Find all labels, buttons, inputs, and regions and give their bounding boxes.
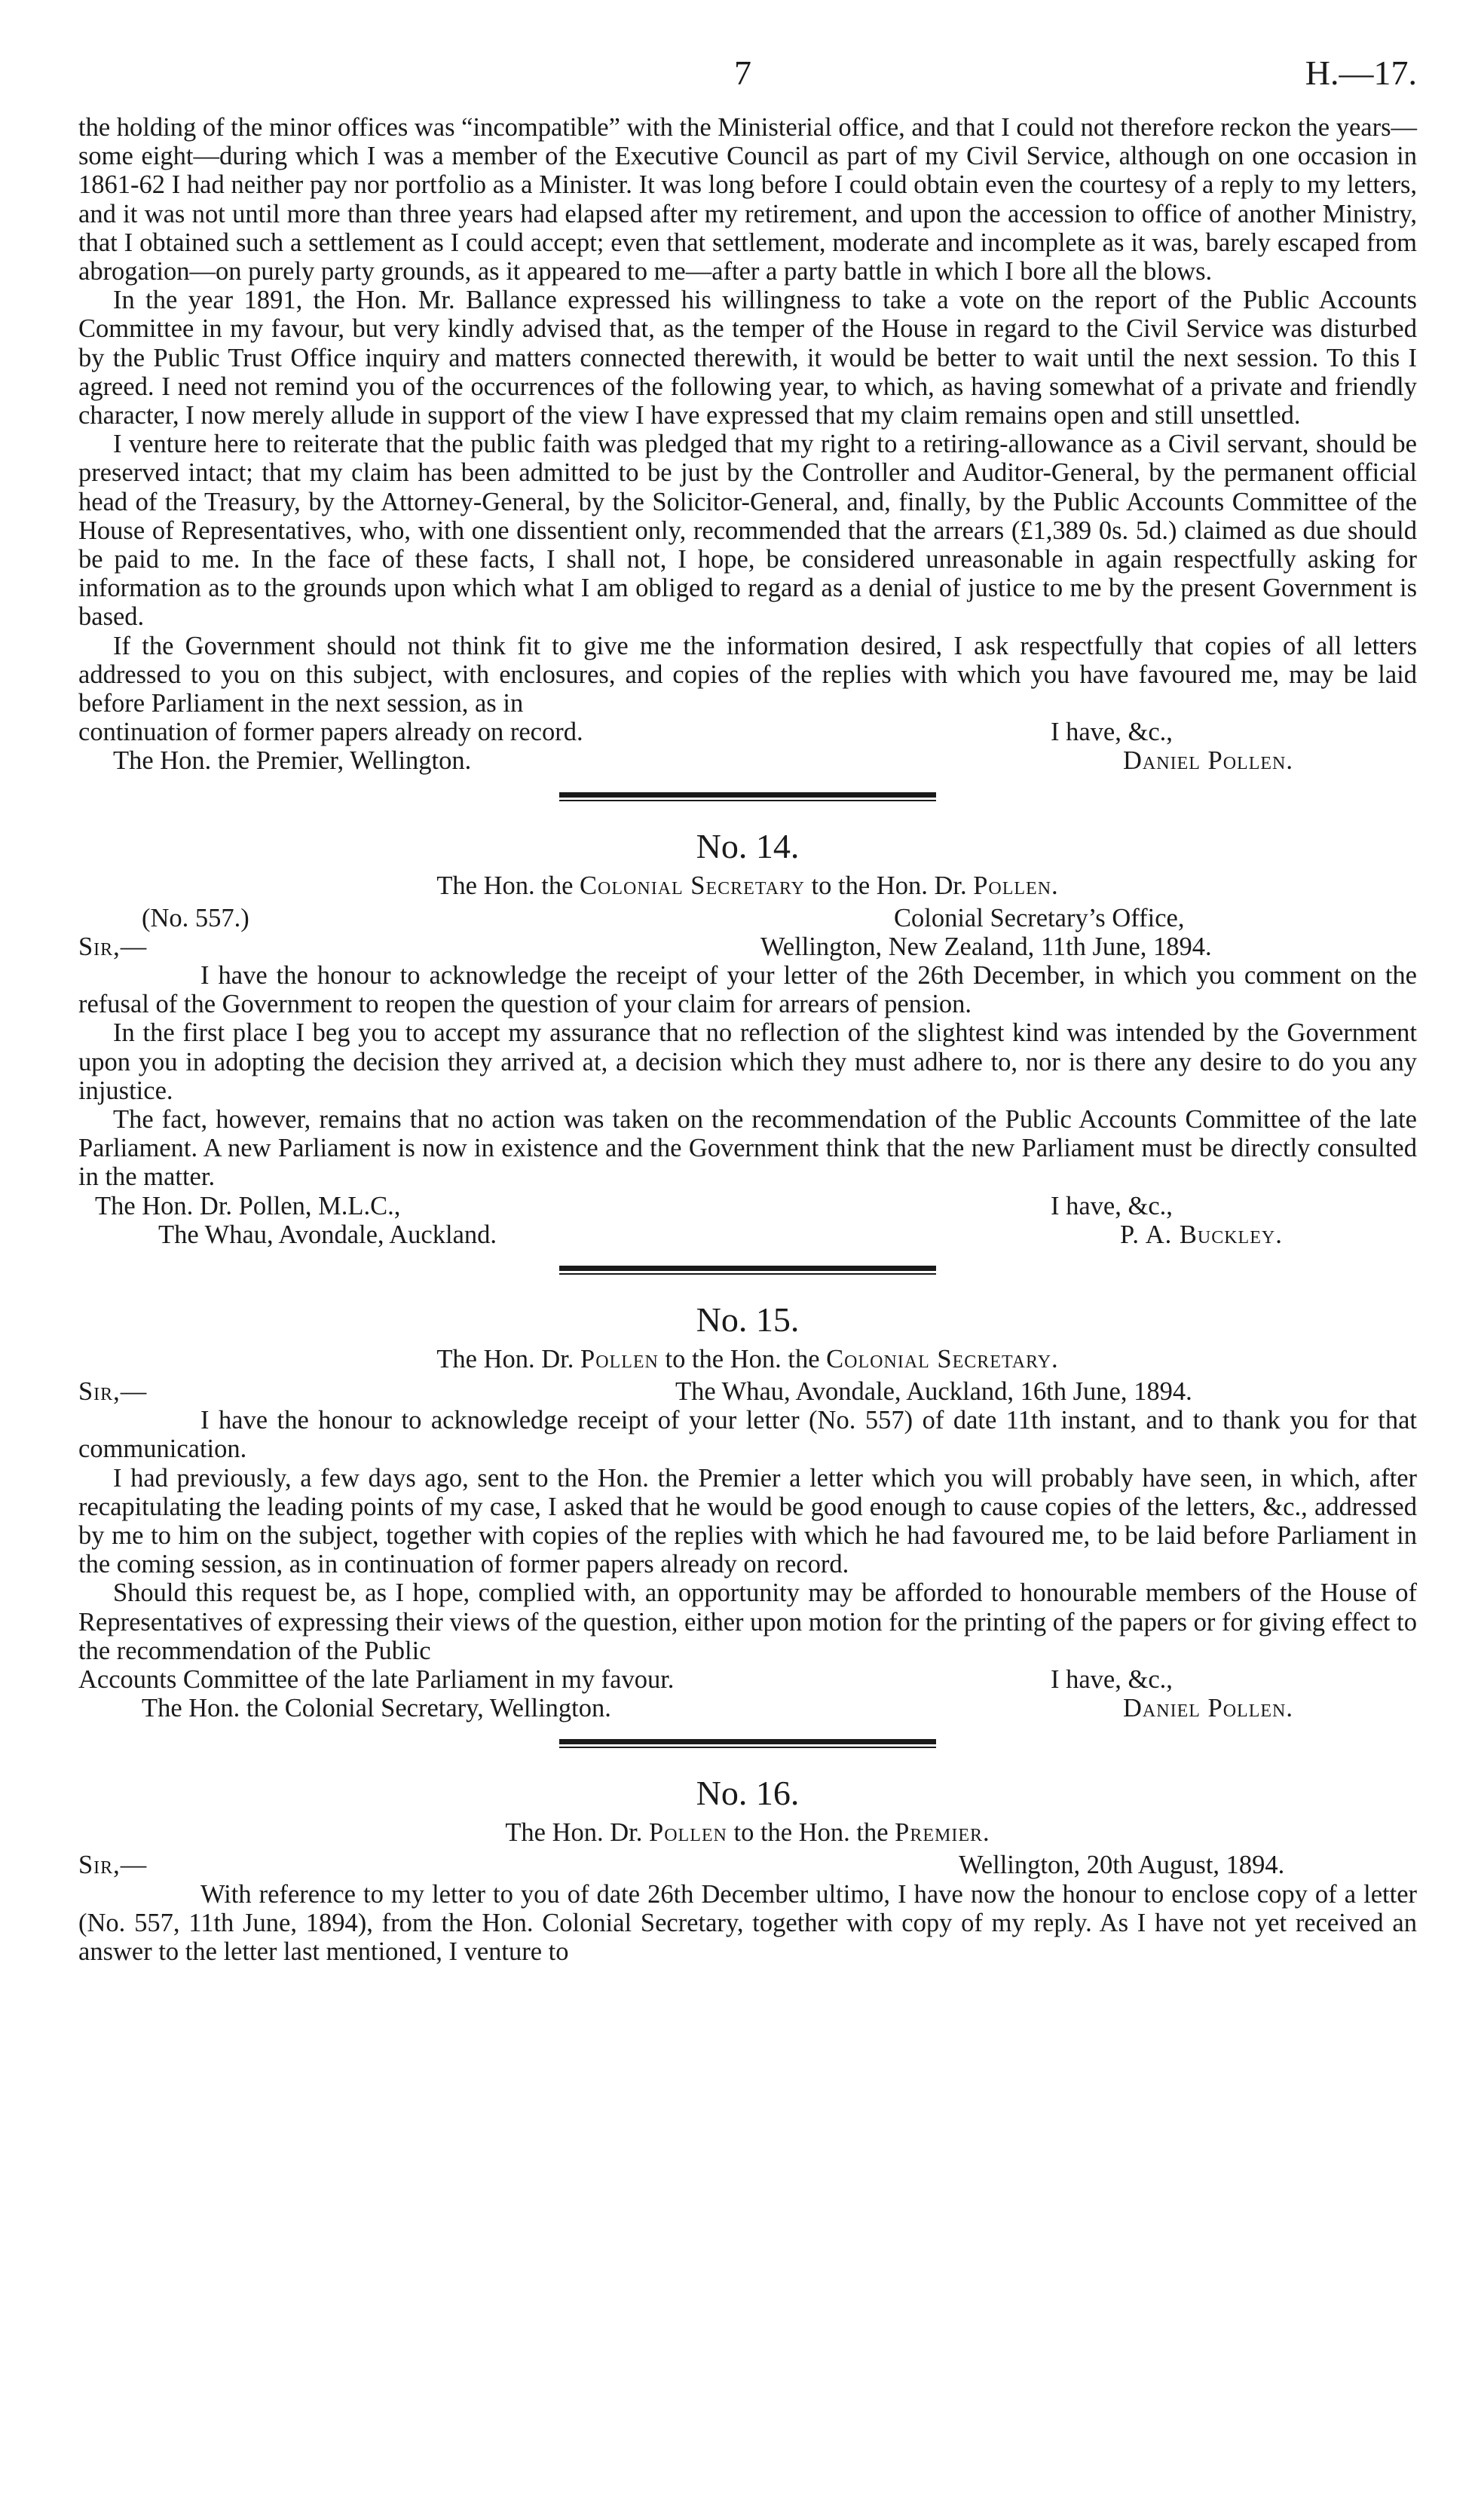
closing-line: [78, 718, 1417, 746]
subject-text: to the Hon. Dr.: [811, 871, 967, 900]
addressee: The Hon. the Premier, Wellington.: [113, 746, 472, 776]
paragraph: With reference to my letter to you of date 26th December ultimo, I have now the honour to enclose copy of a letter (No. 557, 11th June, 1894), from the Hon. Colonial Secretary, together with copy of my reply. As I have not yet received an answer to the letter last mentioned, I venture to: [78, 1879, 1417, 1966]
subject-text: to the Hon. the: [665, 1345, 820, 1374]
addressee-address: The Whau, Avondale, Auckland.: [158, 1220, 497, 1249]
letter-no-16: [78, 1774, 1417, 1966]
letter-reference-line: [78, 904, 1417, 932]
letter-number: No. 15.: [696, 1300, 800, 1340]
paragraph: In the first place I beg you to accept my assurance that no reflection of the slightest kind was intended by the Government upon you in adopting the decision they arrived at, a decision which they must adhere to, nor is there any desire to do you any injustice.: [78, 1018, 1417, 1105]
section-divider-thin: [559, 1273, 936, 1275]
paragraph: I have the honour to acknowledge receipt of your letter (No. 557) of date 11th instant, and to thank you for that communication.: [78, 1406, 1417, 1464]
salutation: Sir,—: [78, 1851, 148, 1880]
subject-text: to the Hon. the: [733, 1818, 889, 1848]
closing-line: [78, 1665, 1417, 1694]
addressee: The Hon. Dr. Pollen, M.L.C.,: [95, 1191, 401, 1220]
signature-line: [78, 746, 1417, 775]
closing-line: [78, 1192, 1417, 1220]
subject-name: Colonial Secretary: [580, 871, 805, 900]
addressee: The Hon. the Colonial Secretary, Wellington.: [142, 1694, 611, 1723]
paragraph: I have the honour to acknowledge the receipt of your letter of the 26th December, in which you comment on the refusal of the Government to reopen the question of your claim for arrears of pension.: [78, 961, 1417, 1019]
section-divider-thin: [559, 1747, 936, 1748]
section-divider: [559, 792, 936, 798]
salutation: Sir,—: [78, 1377, 148, 1407]
paragraph: The fact, however, remains that no action was taken on the recommendation of the Public Accounts Committee of the late Parliament. A new Parliament is now in existence and the Government think that the new Parliament must be directly consulted in the matter.: [78, 1105, 1417, 1192]
letter-number: No. 16.: [696, 1774, 800, 1813]
letter-number: No. 14.: [696, 826, 800, 865]
closing-phrase: I have, &c.,: [1051, 1191, 1173, 1220]
closing-phrase: I have, &c.,: [1051, 718, 1173, 747]
paragraph: In the year 1891, the Hon. Mr. Ballance expressed his willingness to take a vote on the report of the Public Accounts Committee in my favour, but very kindly advised that, as the temper of the House in regard to the Civil Service was disturbed by the Public Trust Office inquiry and matters connected therewith, it would be better to wait until the next session. To this I agreed. I need not remind you of the occurrences of the following year, to which, as having somewhat of a private and friendly character, I now merely allude in support of the view I have expressed that my claim remains open and still unsettled.: [78, 286, 1417, 430]
salutation: Sir,—: [78, 932, 148, 961]
paragraph: Should this request be, as I hope, complied with, an opportunity may be afforded to honourable members of the House of Representatives of expressing their views of the question, either upon motion for the printing of the papers or for giving effect to the recommendation of the Public: [78, 1578, 1417, 1665]
paragraph: I venture here to reiterate that the public faith was pledged that my right to a retiring-allowance as a Civil servant, should be preserved intact; that my claim has been admitted to be just by the Controller and Auditor-General, by the permanent official head of the Treasury, by the Attorney-General, by the Solicitor-General, and, finally, by the Public Accounts Committee of the House of Representatives, who, with one dissentient only, recommended that the arrears (£1,389 0s. 5d.) claimed as due should be paid to me. In the face of these facts, I shall not, I hope, be considered unreasonable in again respectfully asking for information as to the grounds upon which what I am obliged to regard as a denial of justice to me by the present Government is based.: [78, 430, 1417, 632]
subject-text: The Hon. Dr.: [505, 1818, 643, 1848]
subject-name: Pollen: [649, 1818, 727, 1848]
subject-name: Colonial Secretary.: [826, 1345, 1059, 1374]
letter-no-15: [78, 1300, 1417, 1722]
document-page: [78, 53, 1417, 1966]
salutation-line: [78, 1377, 1417, 1406]
paragraph-end: continuation of former papers already on record.: [78, 718, 583, 747]
closing-phrase: I have, &c.,: [1051, 1665, 1173, 1695]
section-divider-thin: [559, 800, 936, 801]
subject-name: Pollen.: [973, 871, 1059, 900]
signature: P. A. Buckley.: [1120, 1220, 1283, 1249]
paragraph-end: Accounts Committee of the late Parliament in my favour.: [78, 1665, 675, 1695]
sender-address: Colonial Secretary’s Office,: [894, 903, 1185, 932]
subject-text: The Hon. the: [436, 871, 574, 900]
section-divider: [559, 1739, 936, 1744]
document-reference: H.—17.: [1305, 54, 1417, 92]
paragraph: the holding of the minor offices was “incompatible” with the Ministerial office, and that I could not therefore reckon the years—some eight—during which I was a member of the Executive Council as part of my Civil Service, although on one occasion in 1861-62 I had neither pay nor portfolio as a Minister. It was long before I could obtain even the courtesy of a reply to my letters, and it was not until more than three years had elapsed after my retirement, and upon the accession to office of another Ministry, that I obtained such a settlement as I could accept; even that settlement, moderate and incomplete as it was, barely escaped from abrogation—on purely party grounds, as it appeared to me—after a party battle in which I bore all the blows.: [78, 113, 1417, 286]
salutation-line: [78, 932, 1417, 961]
subject-name: Premier.: [895, 1818, 990, 1848]
signature: Daniel Pollen.: [1123, 1694, 1293, 1723]
subject-text: The Hon. Dr.: [436, 1345, 574, 1374]
letter-subject: [78, 871, 1417, 901]
subject-name: Pollen: [580, 1345, 659, 1374]
signature-line: [78, 1220, 1417, 1249]
letter-continuation: [78, 113, 1417, 776]
section-divider: [559, 1266, 936, 1271]
letter-reference: (No. 557.): [142, 903, 249, 932]
letter-subject: [78, 1344, 1417, 1374]
paragraph: I had previously, a few days ago, sent to the Hon. the Premier a letter which you will probably have seen, in which, after recapitulating the leading points of my case, I asked that he would be good enough to cause copies of the letters, &c., addressed by me to him on the subject, together with copies of the replies with which he had favoured me, to be laid before Parliament in the coming session, as in continuation of former papers already on record.: [78, 1463, 1417, 1579]
letter-subject: [78, 1817, 1417, 1848]
letter-date: Wellington, 20th August, 1894.: [959, 1851, 1285, 1880]
letter-date: Wellington, New Zealand, 11th June, 1894.: [760, 932, 1212, 961]
signature-line: [78, 1694, 1417, 1722]
letter-date: The Whau, Avondale, Auckland, 16th June, 1894.: [675, 1377, 1192, 1407]
signature: Daniel Pollen.: [1123, 746, 1293, 776]
paragraph: If the Government should not think fit to give me the information desired, I ask respectfully that copies of all letters addressed to you on this subject, with enclosures, and copies of the replies with which you have favoured me, may be laid before Parliament in the next session, as in: [78, 631, 1417, 718]
page-number: 7: [734, 54, 751, 92]
salutation-line: [78, 1851, 1417, 1879]
letter-no-14: [78, 827, 1417, 1249]
page-header: [78, 53, 1417, 113]
